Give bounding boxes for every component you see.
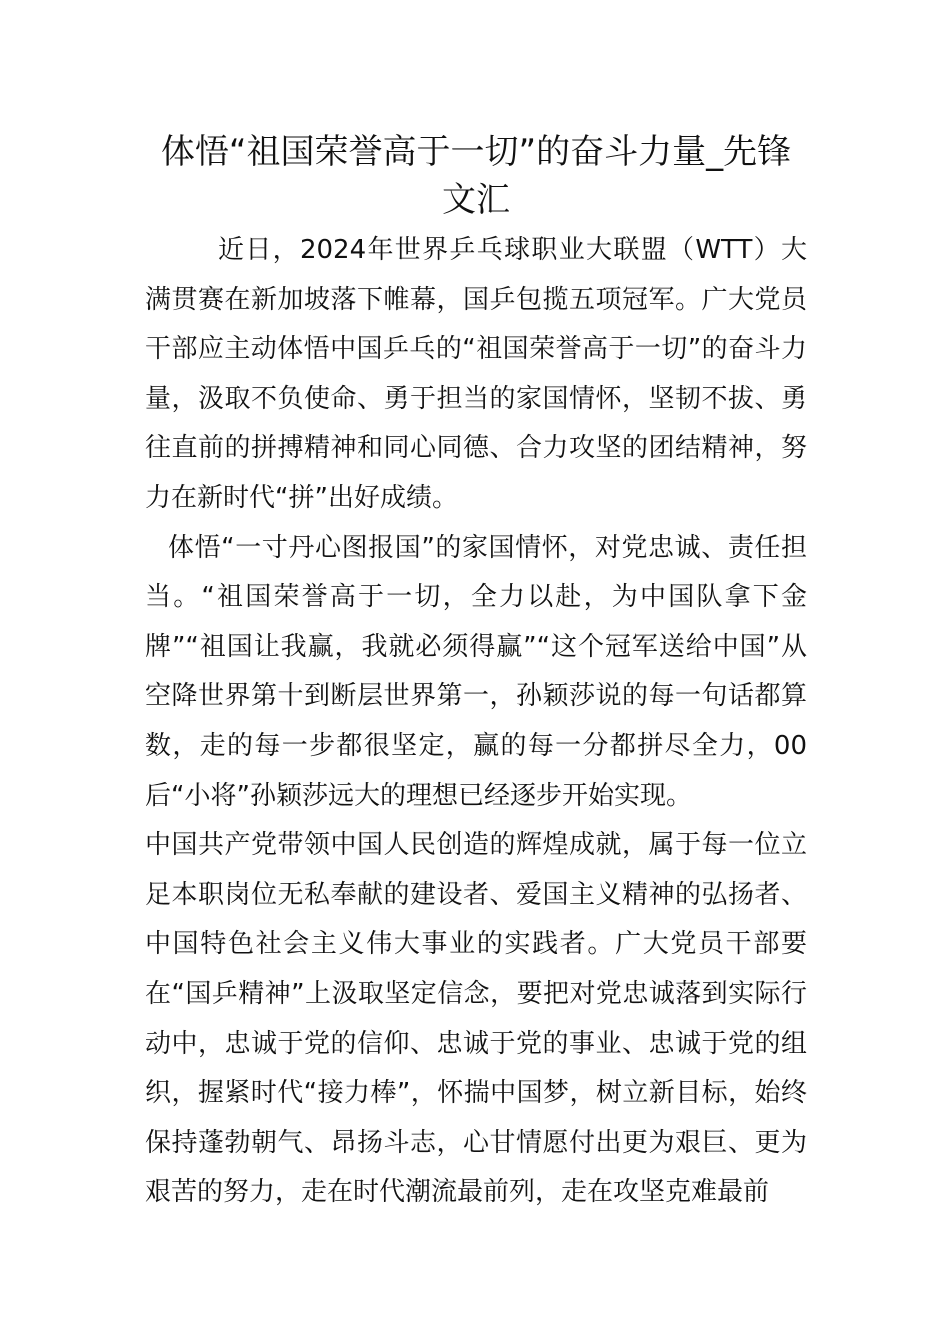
document-title: 体悟“祖国荣誉高于一切”的奋斗力量_先锋文汇 <box>160 132 792 220</box>
paragraph-party-members: 中国共产党带领中国人民创造的辉煌成就，属于每一位立足本职岗位无私奉献的建设者、爱国主义精神的弘扬者、中国特色社会主义伟大事业的实践者。广大党员干部要在“国乒精神”上汲取坚定信念，要把对党忠诚落到实际行动中，忠诚于党的信仰、忠诚于党的事业、忠诚于党的组织，握紧时代“接力棒”，怀揣中国梦，树立新目标，始终保持蓬勃朝气、昂扬斗志，心甘情愿付出更为艰巨、更为艰苦的努力，走在时代潮流最前列，走在攻坚克难最前 <box>145 830 807 1208</box>
document-page <box>145 128 807 1218</box>
paragraph-patriotism: 体悟“一寸丹心图报国”的家国情怀，对党忠诚、责任担当。“祖国荣誉高于一切，全力以赴，为中国队拿下金牌”“祖国让我赢，我就必须得赢”“这个冠军送给中国”从空降世界第十到断层世界第一，孙颖莎说的每一句话都算数，走的每一步都很坚定，赢的每一分都拼尽全力，00后“小将”孙颖莎远大的理想已经逐步开始实现。 <box>145 532 807 811</box>
paragraph-intro: 近日，2024年世界乒乓球职业大联盟（WTT）大满贯赛在新加坡落下帷幕，国乒包揽五项冠军。广大党员干部应主动体悟中国乒乓的“祖国荣誉高于一切”的奋斗力量，汲取不负使命、勇于担当的家国情怀，坚韧不拔、勇往直前的拼搏精神和同心同德、合力攻坚的团结精神，努力在新时代“拼”出好成绩。 <box>145 235 807 513</box>
